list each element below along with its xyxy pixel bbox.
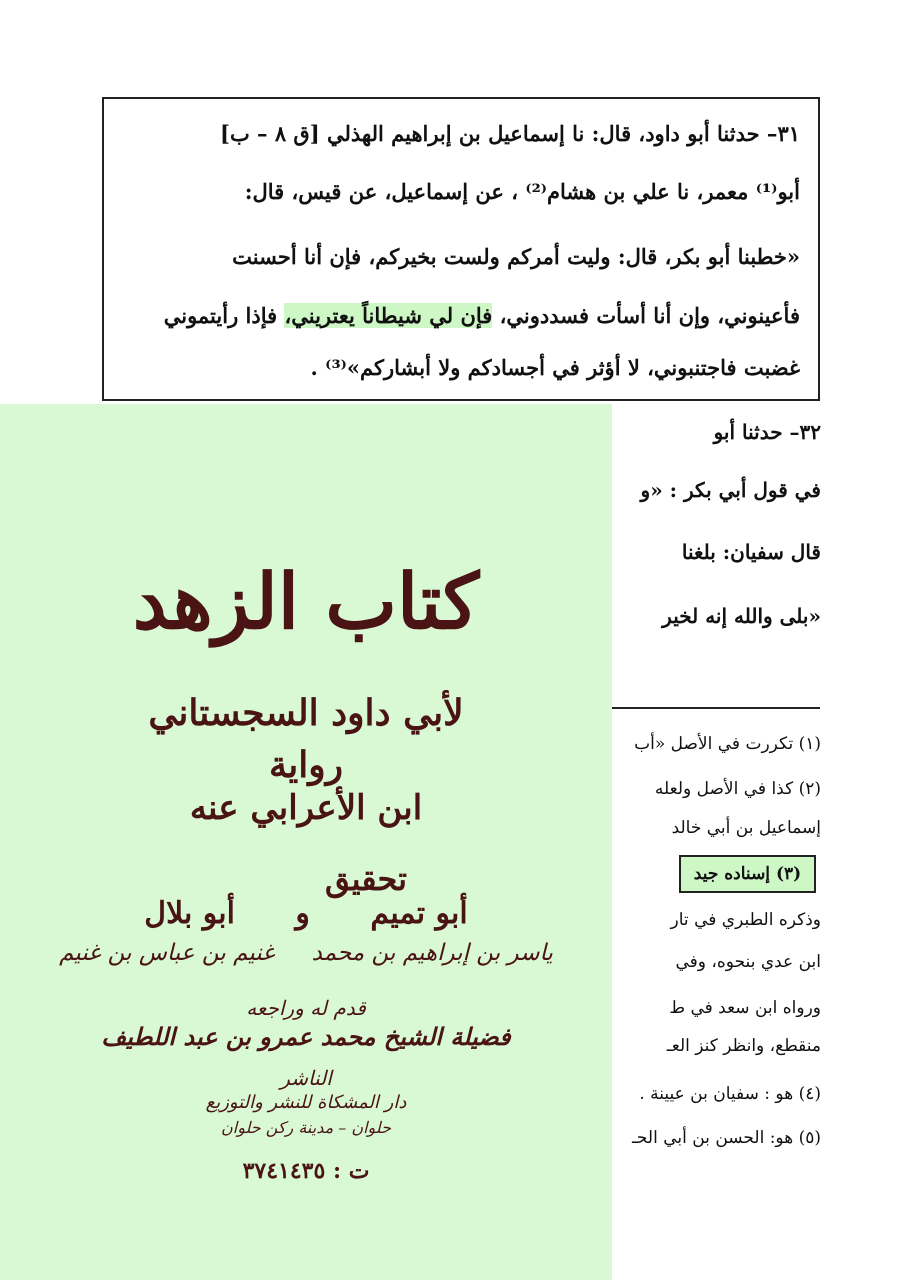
cover-riwaya: رواية <box>268 744 344 786</box>
hadith-32-line-4: «بلى والله إنه لخير <box>662 604 821 628</box>
cover-editor-names <box>0 940 612 966</box>
hadith-32-line-3: قال سفيان: بلغنا <box>681 540 821 564</box>
cover-publisher: دار المشكاة للنشر والتوزيع <box>205 1092 407 1113</box>
footnote-2-cont: إسماعيل بن أبي خالد <box>671 818 821 838</box>
isnad-grade-box: (٣) إسناده جيد <box>679 855 816 893</box>
hadith-32-line-1: ٣٢– حدثنا أبو <box>713 420 821 444</box>
cover-publisher-label: الناشر <box>280 1066 332 1090</box>
cover-phone: ت : ٣٧٤١٤٣٥ <box>242 1158 370 1184</box>
footnote-3-line-2: ابن عدي بنحوه، وفي <box>675 952 821 972</box>
footnote-3-line-1: وذكره الطبري في تار <box>670 910 821 930</box>
footnote-2: (٢) كذا في الأصل ولعله <box>654 779 821 799</box>
cover-title: كتاب الزهد <box>132 557 480 646</box>
editor-2-name: غنيم بن عباس بن غنيم <box>59 940 275 966</box>
editor-1-name: ياسر بن إبراهيم بن محمد <box>311 940 553 966</box>
editors-and: و <box>295 896 310 931</box>
hadith-32-line-2: في قول أبي بكر : «و <box>640 478 821 502</box>
footnote-3-line-3: ورواه ابن سعد في ط <box>669 998 821 1018</box>
footnote-1: (١) تكررت في الأصل «أب <box>634 734 821 754</box>
book-cover <box>0 404 612 1280</box>
hadith-31-box <box>102 97 820 401</box>
hadith-31-line-2: أبو⁽¹⁾ معمر، نا علي بن هشام⁽²⁾ ، عن إسماعيل، عن قيس، قال: <box>244 179 800 204</box>
cover-tahqiq: تحقيق <box>324 860 408 898</box>
hadith-31-line-4 <box>122 303 800 328</box>
footnote-3-line-4: منقطع، وانظر كنز العـ <box>666 1036 821 1056</box>
footnote-separator <box>612 707 820 709</box>
hadith-31-line-3: «خطبنا أبو بكر، قال: وليت أمركم ولست بخيركم، فإن أنا أحسنت <box>232 244 800 269</box>
cover-address: حلوان – مدينة ركن حلوان <box>221 1118 391 1137</box>
cover-review-label: قدم له وراجعه <box>246 996 366 1020</box>
hadith-31-line-1: ٣١– حدثنا أبو داود، قال: نا إسماعيل بن إبراهيم الهذلي [ق ٨ – ب] <box>220 121 800 146</box>
right-text-column <box>612 404 903 1280</box>
hadith-31-line-4a: فأعينوني، وإن أنا أسأت فسددوني، <box>499 303 800 328</box>
cover-reviewer: فضيلة الشيخ محمد عمرو بن عبد اللطيف <box>101 1022 511 1051</box>
cover-author: لأبي داود السجستاني <box>148 692 464 734</box>
hadith-31-line-4c: فإذا رأيتموني <box>163 303 278 328</box>
cover-editors <box>0 896 612 931</box>
highlighted-phrase: فإن لي شيطاناً يعتريني، <box>284 303 493 328</box>
editor-2-kunya: أبو بلال <box>144 896 235 931</box>
cover-narrator: ابن الأعرابي عنه <box>189 788 423 828</box>
editor-1-kunya: أبو تميم <box>370 896 468 931</box>
footnote-5: (٥) هو: الحسن بن أبي الحـ <box>631 1128 821 1148</box>
footnote-4: (٤) هو : سفيان بن عيينة . <box>639 1084 821 1104</box>
hadith-31-line-5: غضبت فاجتنبوني، لا أؤثر في أجسادكم ولا أبشاركم»⁽³⁾ . <box>310 355 800 380</box>
